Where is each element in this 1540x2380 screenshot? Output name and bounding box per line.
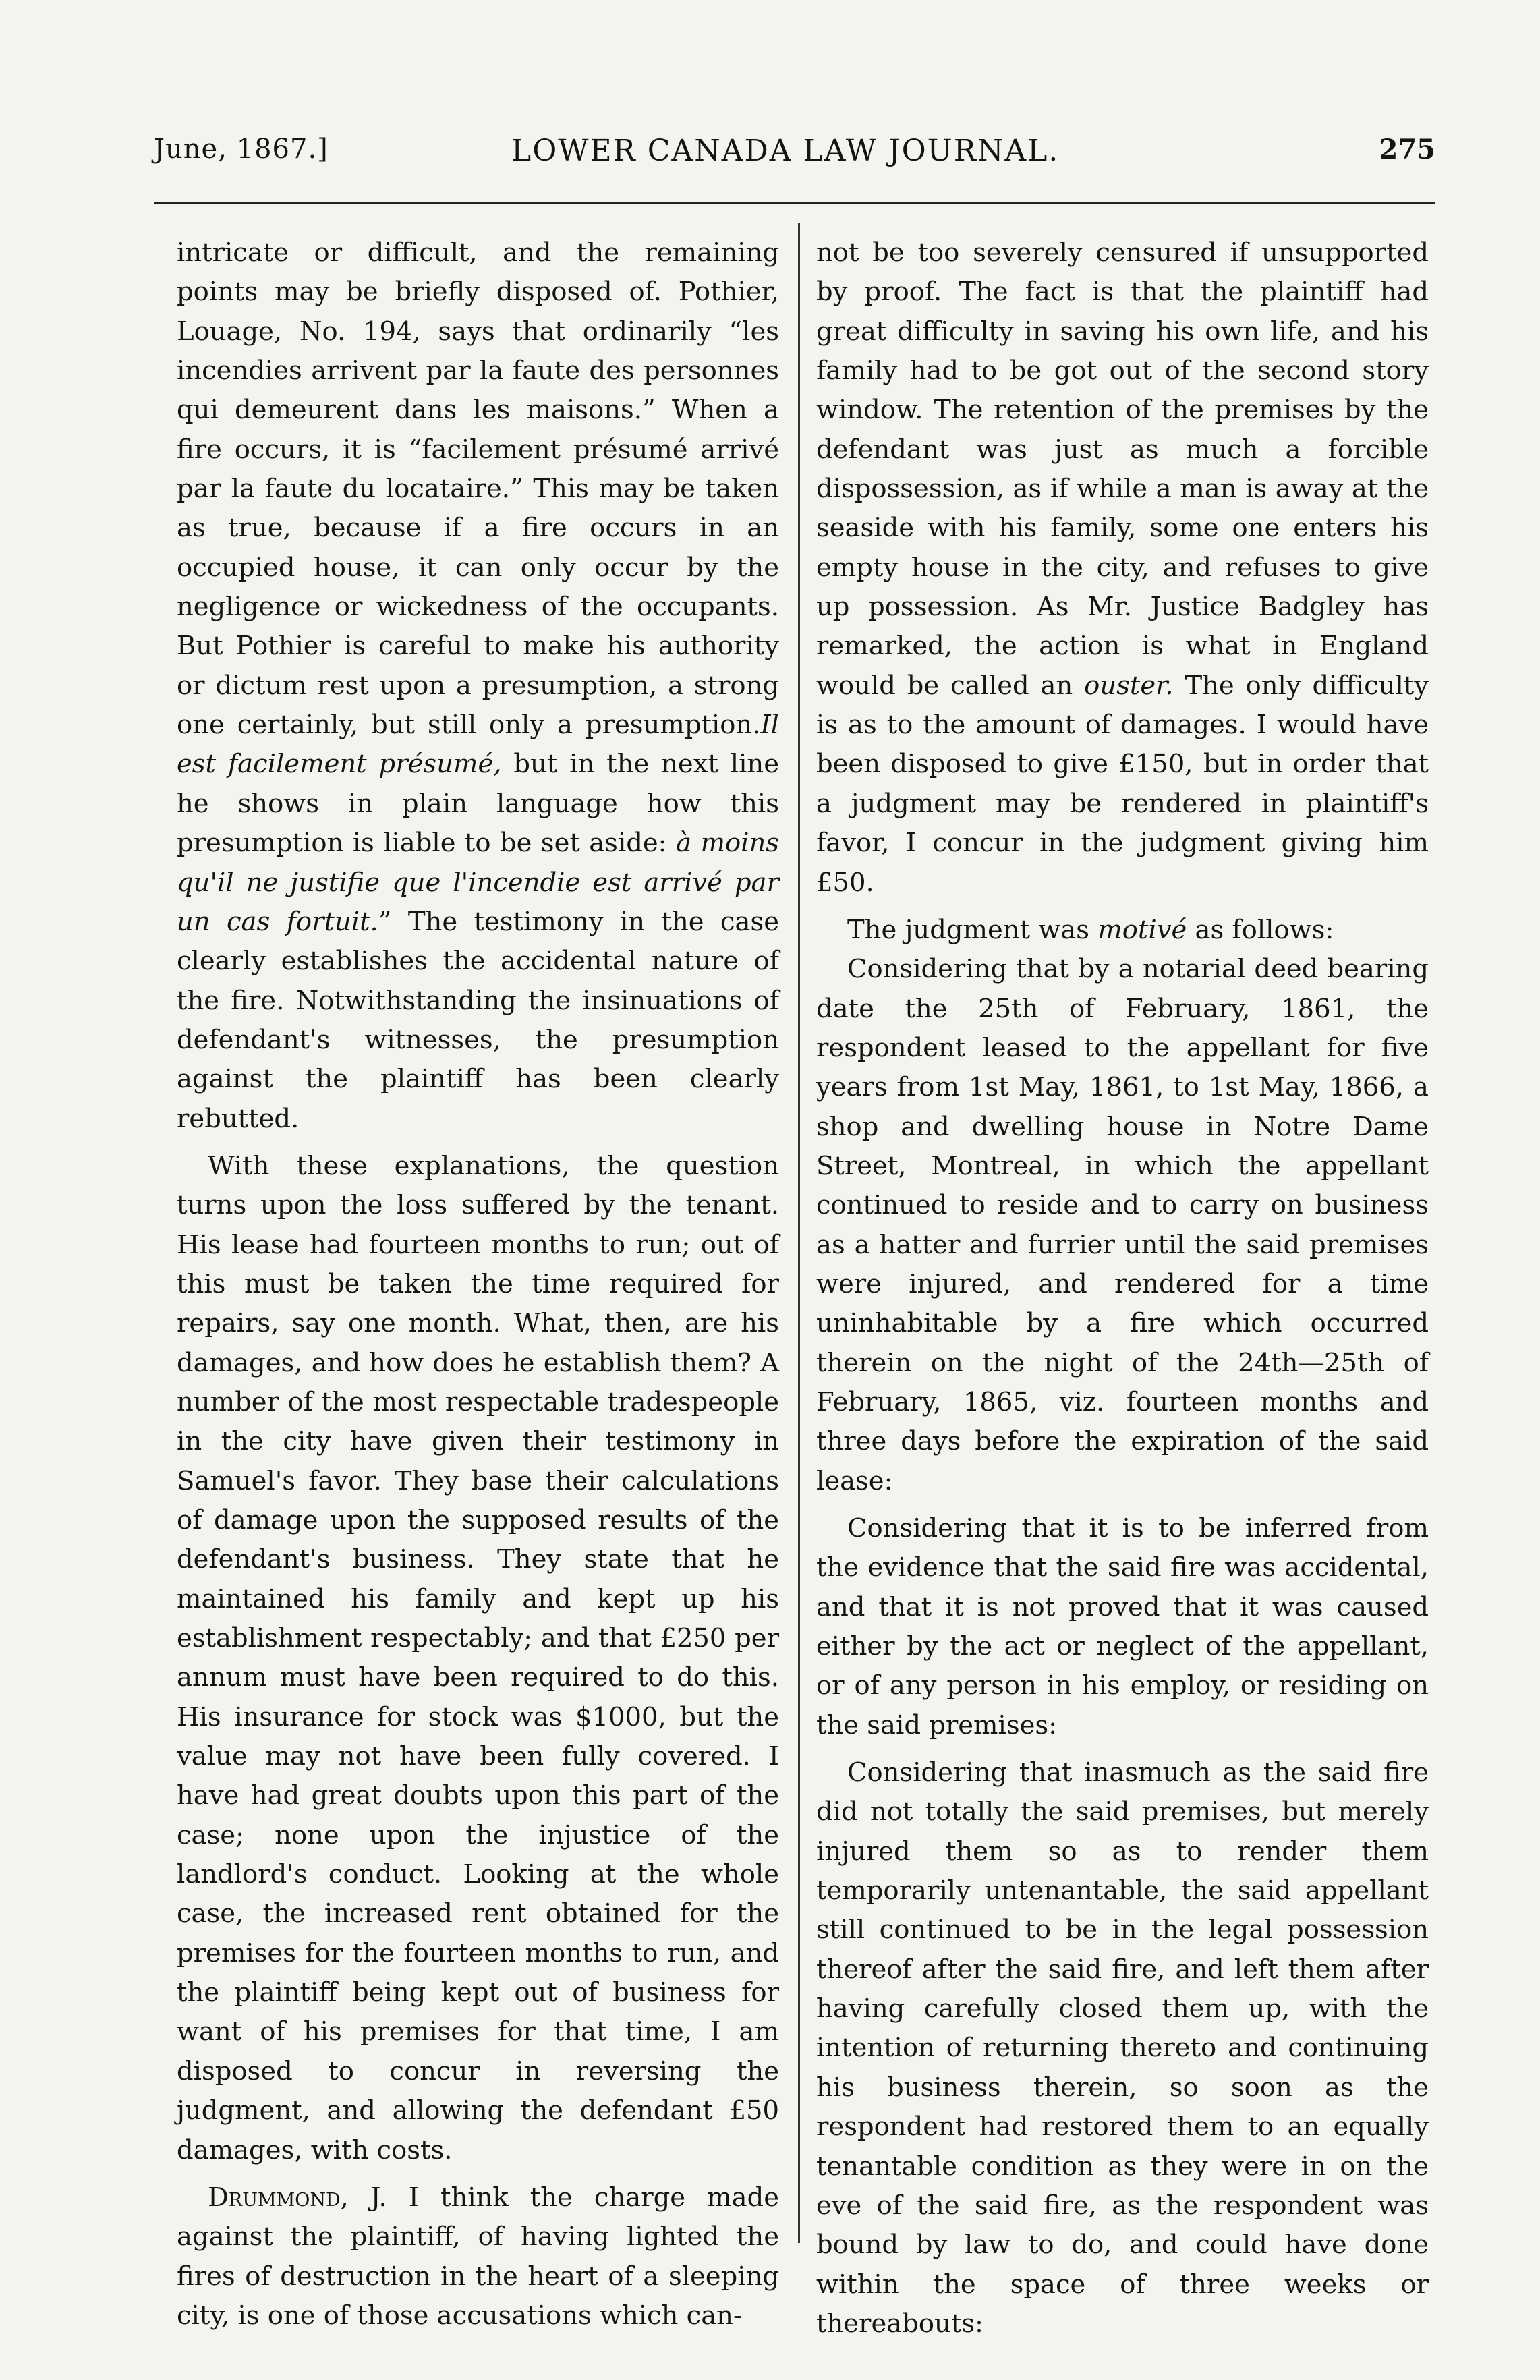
page-number: 275 <box>1379 134 1435 165</box>
paragraph <box>816 911 1429 950</box>
paragraph-text: Considering that by a notarial deed bearing date the 25th of February, 1861, the respondent leased to the appellant for five years from 1st May, 1861, to 1st May, 1866, a shop and dwelling house in Notre Dame Street, Montreal, in which the appellant continued to reside and to carry on business as a hatter and furrier until the said premises were injured, and rendered for a time uninhabitable by a fire which occurred therein on the night of the 24th—25th of February, 1865, viz. fourteen months and three days before the expiration of the said lease: <box>816 954 1429 1496</box>
italic-phrase: à moins qu'il ne justifie que l'incendie est arrivé par un cas fortuit. <box>177 828 779 937</box>
column-divider <box>798 223 800 2243</box>
paragraph-text: The judgment was <box>847 914 1098 945</box>
judge-name: Drummond, J. <box>208 2182 387 2213</box>
paragraph-text: Considering that it is to be inferred from the evidence that the said fire was accidental, and that it is not proved that it was caused either by the act or neglect of the appellant, or of any person in his employ, or residing on the said premises: <box>816 1513 1429 1740</box>
left-column <box>177 233 779 2335</box>
paragraph <box>177 1147 779 2170</box>
paragraph-text: I think the charge made against the plaintiff, of having lighted the fires of destruction in the heart of a sleeping city, is one of those accusations which can- <box>177 2182 779 2331</box>
running-header <box>154 134 1435 174</box>
journal-title: LOWER CANADA LAW JOURNAL. <box>511 134 1060 168</box>
paragraph <box>816 950 1429 1501</box>
paragraph-text: not be too severely censured if unsupported by proof. The fact is that the plaintiff had great difficulty in saving his own life, and his family had to be got out of the second story window. The retention of the premises by the defendant was just as much a forcible dispossession, as if while a man is away at the seaside with his family, some one enters his empty house in the city, and refuses to give up possession. As Mr. Justice Badgley has remarked, the action is what in England would be called an <box>816 237 1429 701</box>
paragraph-text: as follows: <box>1187 914 1334 945</box>
issue-date: June, 1867.] <box>154 134 329 165</box>
paragraph-text: ” The testimony in the case clearly establishes the accidental nature of the fire. Notwithstanding the insinuations of defendant's witnesses, the presumption against the plaintiff has been clearly rebutted. <box>177 906 779 1134</box>
paragraph <box>816 1753 1429 2344</box>
paragraph <box>816 233 1429 903</box>
right-column <box>816 233 1429 2344</box>
paragraph <box>177 233 779 1139</box>
paragraph-text: With these explanations, the question turns upon the loss suffered by the tenant. His lease had fourteen months to run; out of this must be taken the time required for repairs, say one month. What, then, are his damages, and how does he establish them? A number of the most respectable tradespeople in the city have given their testimony in Samuel's favor. They base their calculations of damage upon the supposed results of the defendant's business. They state that he maintained his family and kept up his establishment respectably; and that £250 per annum must have been required to do this. His insurance for stock was $1000, but the value may not have been fully covered. I have had great doubts upon this part of the case; none upon the injustice of the landlord's conduct. Looking at the whole case, the increased rent obtained for the premises for the fourteen months to run, and the plaintiff being kept out of business for want of his premises for that time, I am disposed to concur in reversing the judgment, and allowing the defendant £50 damages, with costs. <box>177 1150 779 2165</box>
paragraph-text: Considering that inasmuch as the said fire did not totally the said premises, but merely injured them so as to render them temporarily untenantable, the said appellant still continued to be in the legal possession thereof after the said fire, and left them after having carefully closed them up, with the intention of returning thereto and continuing his business therein, so soon as the respondent had restored them to an equally tenantable condition as they were in on the eve of the said fire, as the respondent was bound by law to do, and could have done within the space of three weeks or thereabouts: <box>816 1757 1429 2339</box>
italic-phrase: motivé <box>1097 914 1187 945</box>
paragraph-text: The only difficulty is as to the amount of damages. I would have been disposed to give £150, but in order that a judgment may be rendered in plaintiff's favor, I concur in the judgment giving him £50. <box>816 670 1429 898</box>
italic-phrase: Il est facilement présumé, <box>177 710 779 780</box>
paragraph <box>816 1509 1429 1745</box>
italic-phrase: ouster. <box>1084 670 1174 701</box>
paragraph-text: but in the next line he shows in plain language how this presumption is liable to be set aside: <box>177 749 780 859</box>
header-rule <box>154 202 1435 204</box>
paragraph <box>177 2178 779 2335</box>
paragraph-text: intricate or difficult, and the remaining points may be briefly disposed of. Pothier, Louage, No. 194, says that ordinarily “les incendies arrivent par la faute des personnes qui demeurent dans les maisons.” When a fire occurs, it is “facilement présumé arrivé par la faute du locataire.” This may be taken as true, because if a fire occurs in an occupied house, it can only occur by the negligence or wickedness of the occupants. But Pothier is careful to make his authority or dictum rest upon a presumption, a strong one certainly, but still only a presumption. <box>177 237 779 741</box>
